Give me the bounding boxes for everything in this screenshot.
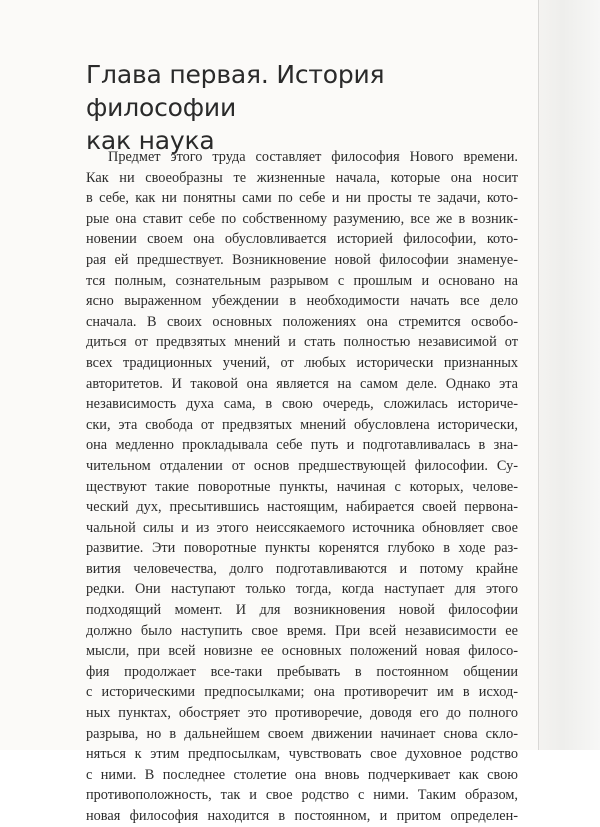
text-line: фия продолжает все-таки пребывать в постоянном общении xyxy=(86,663,518,680)
text-line: с историческими предпосылками; она противоречит им в исход- xyxy=(86,684,518,701)
text-line: чительном отдалении от основ предшествующей философии. Су- xyxy=(86,457,518,474)
text-line: в себе, как ни понятны сами по себе и ни просты те задачи, кото- xyxy=(86,190,518,207)
text-line: развитие. Эти поворотные пункты коренятся глубоко в ходе раз- xyxy=(86,540,518,557)
page-edge-line xyxy=(538,0,539,750)
text-line: ясно выраженном убеждении в необходимости начать все дело xyxy=(86,293,518,310)
text-line: няться к этим предпосылкам, чувствовать свое духовное родство xyxy=(86,746,518,763)
text-line: рые она ставит себе по собственному разумению, все же в возник- xyxy=(86,210,518,227)
text-line: вития человечества, долго подготавливаются и потому крайне xyxy=(86,560,518,577)
text-line: всех традиционных учений, от любых исторически признанных xyxy=(86,354,518,371)
text-line: ческий дух, пресытившись настоящим, набирается своей первона- xyxy=(86,499,518,516)
text-line: тся полным, сознательным разрывом с прошлым и основано на xyxy=(86,272,518,289)
text-line: диться от предвзятых мнений и стать полностью независимой от xyxy=(86,334,518,351)
text-line: авторитетов. И таковой она является на самом деле. Однако эта xyxy=(86,375,518,392)
text-line: она медленно прокладывала себе путь и подготавливалась в зна- xyxy=(86,437,518,454)
text-line: должно было наступить свое время. При всей независимости ее xyxy=(86,622,518,639)
text-line: ски, эта свобода от предвзятых мнений обусловлена исторически, xyxy=(86,416,518,433)
text-line: разрыва, но в дальнейшем своем движении начинает снова скло- xyxy=(86,725,518,742)
text-line: новая философия находится в постоянном, и притом определен- xyxy=(86,808,518,824)
text-line: новении своем она обусловливается историей философии, кото- xyxy=(86,231,518,248)
chapter-title-line-2: как наука xyxy=(86,126,215,155)
text-line: Предмет этого труда составляет философия Нового времени. xyxy=(108,149,518,165)
chapter-title xyxy=(86,58,526,157)
text-line: подходящий момент. И для возникновения новой философии xyxy=(86,602,518,619)
text-line: редки. Они наступают только тогда, когда наступает для этого xyxy=(86,581,518,598)
body-paragraph xyxy=(86,147,518,827)
text-line: мысли, при всей новизне ее основных положений новая филосо- xyxy=(86,643,518,660)
text-line: рая ей предшествует. Возникновение новой философии знаменуе- xyxy=(86,251,518,268)
text-line: ных пунктах, обостряет это противоречие, доводя его до полного xyxy=(86,705,518,722)
text-line: независимость духа сама, в свою очередь, сложилась историче- xyxy=(86,396,518,413)
text-line: чальной силы и из этого неиссякаемого источника обновляет свое xyxy=(86,519,518,536)
text-line: противоположность, так и свое родство с ними. Таким образом, xyxy=(86,787,518,804)
text-line: сначала. В своих основных положениях она стремится освобо- xyxy=(86,313,518,330)
page-edge-shadow xyxy=(538,0,600,750)
text-line: ществуют такие поворотные пункты, начиная с которых, челове- xyxy=(86,478,518,495)
text-line: Как ни своеобразны те жизненные начала, которые она носит xyxy=(86,169,518,186)
text-line: с ними. В последнее столетие она вновь подчеркивает как свою xyxy=(86,766,518,783)
chapter-title-line-1: Глава первая. История философии xyxy=(86,60,385,122)
